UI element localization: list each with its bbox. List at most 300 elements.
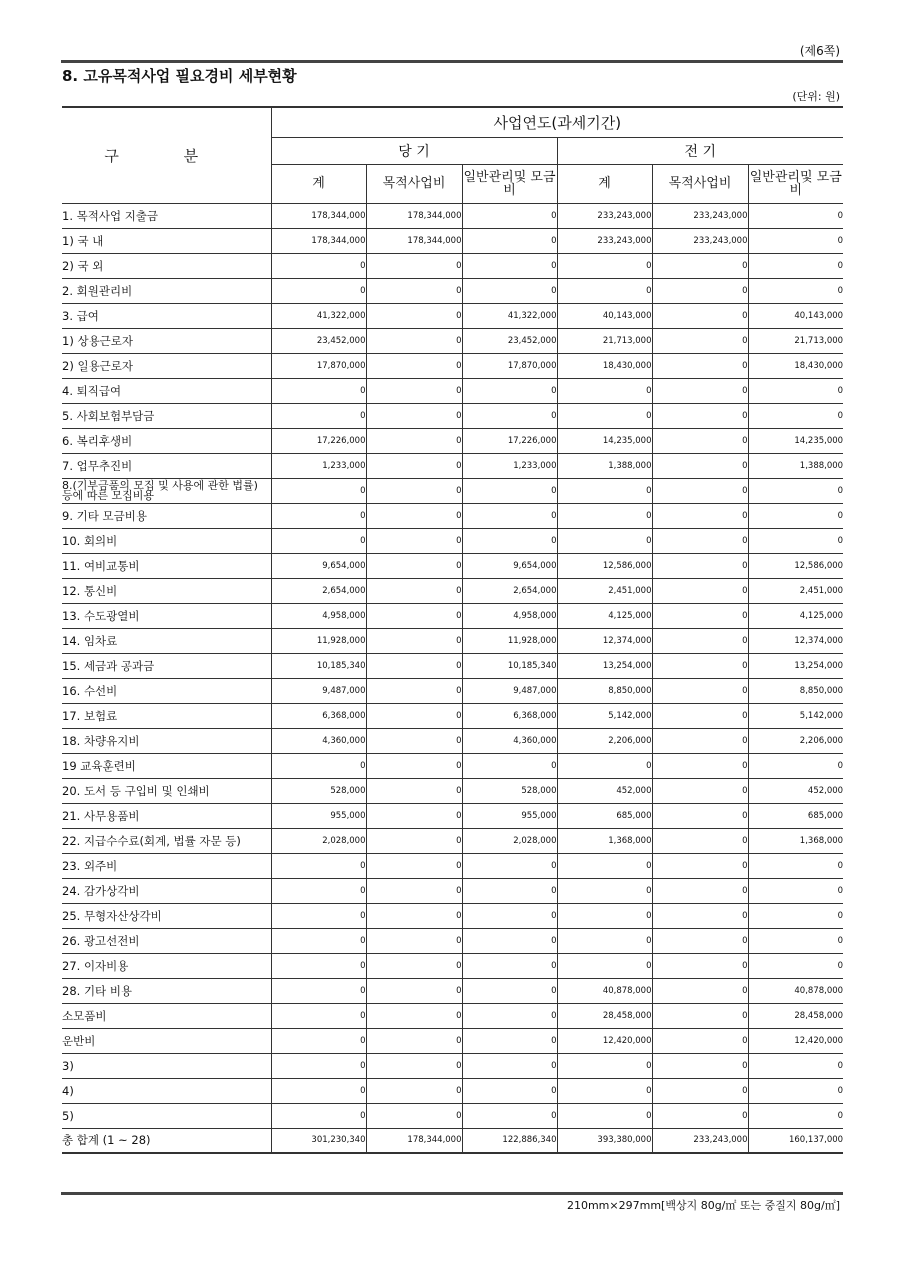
col-header-admin: 일반관리및 모금비 xyxy=(462,164,557,203)
prev-total-cell: 18,430,000 xyxy=(557,353,652,378)
cur-total-cell: 9,487,000 xyxy=(271,678,366,703)
cur-purpose-cell: 0 xyxy=(366,578,462,603)
cur-admin-cell: 0 xyxy=(462,478,557,503)
cur-purpose-cell: 0 xyxy=(366,603,462,628)
table-row xyxy=(62,1103,843,1128)
table-row xyxy=(62,578,843,603)
cur-total-cell: 1,233,000 xyxy=(271,453,366,478)
table-row xyxy=(62,1028,843,1053)
col-header-total: 계 xyxy=(557,164,652,203)
table-row xyxy=(62,928,843,953)
prev-purpose-cell: 0 xyxy=(652,603,748,628)
prev-purpose-cell: 0 xyxy=(652,1053,748,1078)
cur-admin-cell: 0 xyxy=(462,928,557,953)
prev-purpose-cell: 0 xyxy=(652,253,748,278)
prev-admin-cell: 0 xyxy=(748,478,843,503)
prev-admin-cell: 452,000 xyxy=(748,778,843,803)
row-label: 18. 차량유지비 xyxy=(62,728,271,753)
prev-total-cell: 0 xyxy=(557,753,652,778)
cur-admin-cell: 0 xyxy=(462,853,557,878)
row-label: 23. 외주비 xyxy=(62,853,271,878)
cur-admin-cell: 0 xyxy=(462,1103,557,1128)
prev-admin-cell: 21,713,000 xyxy=(748,328,843,353)
cur-admin-cell: 1,233,000 xyxy=(462,453,557,478)
prev-purpose-cell: 233,243,000 xyxy=(652,203,748,228)
row-label: 20. 도서 등 구입비 및 인쇄비 xyxy=(62,778,271,803)
cur-total-cell: 0 xyxy=(271,378,366,403)
prev-total-cell: 393,380,000 xyxy=(557,1128,652,1153)
prev-purpose-cell: 0 xyxy=(652,353,748,378)
cur-total-cell: 955,000 xyxy=(271,803,366,828)
table-row xyxy=(62,278,843,303)
table-row xyxy=(62,228,843,253)
cur-purpose-cell: 0 xyxy=(366,528,462,553)
cur-total-cell: 0 xyxy=(271,528,366,553)
table-row xyxy=(62,828,843,853)
prev-purpose-cell: 0 xyxy=(652,728,748,753)
cur-total-cell: 0 xyxy=(271,1028,366,1053)
prev-admin-cell: 12,420,000 xyxy=(748,1028,843,1053)
prev-admin-cell: 0 xyxy=(748,253,843,278)
cur-total-cell: 178,344,000 xyxy=(271,203,366,228)
section-title: 8. 고유목적사업 필요경비 세부현황 xyxy=(62,67,297,85)
cur-total-cell: 0 xyxy=(271,1003,366,1028)
cur-purpose-cell: 0 xyxy=(366,353,462,378)
prev-purpose-cell: 0 xyxy=(652,553,748,578)
row-label: 5) xyxy=(62,1103,271,1128)
prev-total-cell: 8,850,000 xyxy=(557,678,652,703)
prev-purpose-cell: 0 xyxy=(652,1028,748,1053)
cur-purpose-cell: 178,344,000 xyxy=(366,228,462,253)
table-row xyxy=(62,678,843,703)
cur-purpose-cell: 0 xyxy=(366,1053,462,1078)
cur-purpose-cell: 0 xyxy=(366,1003,462,1028)
cur-purpose-cell: 0 xyxy=(366,928,462,953)
prev-admin-cell: 1,368,000 xyxy=(748,828,843,853)
table-row xyxy=(62,953,843,978)
cur-total-cell: 0 xyxy=(271,853,366,878)
prev-admin-cell: 13,254,000 xyxy=(748,653,843,678)
cur-admin-cell: 0 xyxy=(462,528,557,553)
prev-total-cell: 0 xyxy=(557,1103,652,1128)
prev-total-cell: 0 xyxy=(557,528,652,553)
cur-purpose-cell: 0 xyxy=(366,703,462,728)
prev-total-cell: 40,143,000 xyxy=(557,303,652,328)
prev-purpose-cell: 0 xyxy=(652,403,748,428)
table-row xyxy=(62,253,843,278)
col-header-purpose: 목적사업비 xyxy=(652,164,748,203)
cur-purpose-cell: 0 xyxy=(366,328,462,353)
prev-total-cell: 28,458,000 xyxy=(557,1003,652,1028)
row-label: 14. 임차료 xyxy=(62,628,271,653)
cur-purpose-cell: 178,344,000 xyxy=(366,203,462,228)
table-row xyxy=(62,853,843,878)
table-row xyxy=(62,328,843,353)
row-label: 1) 상용근로자 xyxy=(62,328,271,353)
cur-purpose-cell: 0 xyxy=(366,1028,462,1053)
table-row xyxy=(62,778,843,803)
prev-total-cell: 0 xyxy=(557,928,652,953)
row-label: 4. 퇴직급여 xyxy=(62,378,271,403)
row-label: 2) 국 외 xyxy=(62,253,271,278)
table-body xyxy=(62,203,843,1153)
cur-purpose-cell: 0 xyxy=(366,428,462,453)
table-row xyxy=(62,1078,843,1103)
prev-admin-cell: 12,374,000 xyxy=(748,628,843,653)
prev-admin-cell: 0 xyxy=(748,928,843,953)
prev-purpose-cell: 233,243,000 xyxy=(652,228,748,253)
prev-admin-cell: 8,850,000 xyxy=(748,678,843,703)
cur-total-cell: 11,928,000 xyxy=(271,628,366,653)
row-label: 22. 지급수수료(회계, 법률 자문 등) xyxy=(62,828,271,853)
cur-total-cell: 0 xyxy=(271,753,366,778)
row-label: 17. 보험료 xyxy=(62,703,271,728)
prev-admin-cell: 40,143,000 xyxy=(748,303,843,328)
prev-total-cell: 0 xyxy=(557,903,652,928)
prev-admin-cell: 0 xyxy=(748,403,843,428)
cur-admin-cell: 41,322,000 xyxy=(462,303,557,328)
cur-admin-cell: 17,226,000 xyxy=(462,428,557,453)
table-row xyxy=(62,553,843,578)
table-row xyxy=(62,728,843,753)
prev-admin-cell: 0 xyxy=(748,503,843,528)
prev-purpose-cell: 0 xyxy=(652,1003,748,1028)
table-row xyxy=(62,653,843,678)
cur-admin-cell: 0 xyxy=(462,1028,557,1053)
prev-admin-cell: 0 xyxy=(748,1053,843,1078)
cur-total-cell: 0 xyxy=(271,953,366,978)
cur-purpose-cell: 0 xyxy=(366,653,462,678)
prev-purpose-cell: 0 xyxy=(652,328,748,353)
cur-purpose-cell: 0 xyxy=(366,1103,462,1128)
cur-total-cell: 2,654,000 xyxy=(271,578,366,603)
cur-admin-cell: 0 xyxy=(462,978,557,1003)
prev-purpose-cell: 0 xyxy=(652,628,748,653)
prev-admin-cell: 14,235,000 xyxy=(748,428,843,453)
prev-total-cell: 0 xyxy=(557,953,652,978)
col-header-admin: 일반관리및 모금비 xyxy=(748,164,843,203)
row-label: 2) 일용근로자 xyxy=(62,353,271,378)
row-label: 3. 급여 xyxy=(62,303,271,328)
cur-admin-cell: 9,654,000 xyxy=(462,553,557,578)
cur-total-cell: 10,185,340 xyxy=(271,653,366,678)
cur-purpose-cell: 0 xyxy=(366,478,462,503)
expense-table xyxy=(62,106,843,1154)
cur-admin-cell: 17,870,000 xyxy=(462,353,557,378)
table-row xyxy=(62,403,843,428)
prev-admin-cell: 4,125,000 xyxy=(748,603,843,628)
cur-admin-cell: 0 xyxy=(462,228,557,253)
cur-purpose-cell: 0 xyxy=(366,903,462,928)
cur-admin-cell: 0 xyxy=(462,753,557,778)
prev-total-cell: 1,388,000 xyxy=(557,453,652,478)
cur-purpose-cell: 0 xyxy=(366,303,462,328)
prev-purpose-cell: 0 xyxy=(652,678,748,703)
cur-admin-cell: 6,368,000 xyxy=(462,703,557,728)
prev-purpose-cell: 0 xyxy=(652,478,748,503)
prev-admin-cell: 160,137,000 xyxy=(748,1128,843,1153)
row-label: 2. 회원관리비 xyxy=(62,278,271,303)
prev-admin-cell: 0 xyxy=(748,378,843,403)
cur-admin-cell: 11,928,000 xyxy=(462,628,557,653)
prev-purpose-cell: 0 xyxy=(652,428,748,453)
top-rule xyxy=(61,60,843,63)
cur-admin-cell: 0 xyxy=(462,378,557,403)
table-row xyxy=(62,978,843,1003)
cur-admin-cell: 2,654,000 xyxy=(462,578,557,603)
prev-purpose-cell: 0 xyxy=(652,1078,748,1103)
prev-total-cell: 21,713,000 xyxy=(557,328,652,353)
bottom-rule xyxy=(61,1192,843,1195)
cur-purpose-cell: 0 xyxy=(366,253,462,278)
prev-purpose-cell: 0 xyxy=(652,978,748,1003)
cur-total-cell: 2,028,000 xyxy=(271,828,366,853)
previous-period-header: 전 기 xyxy=(557,137,843,164)
row-label: 28. 기타 비용 xyxy=(62,978,271,1003)
prev-admin-cell: 0 xyxy=(748,528,843,553)
row-label: 8.(기부금품의 모집 및 사용에 관한 법률) 등에 따른 모집비용 xyxy=(62,478,271,503)
cur-total-cell: 17,870,000 xyxy=(271,353,366,378)
row-label: 26. 광고선전비 xyxy=(62,928,271,953)
prev-admin-cell: 18,430,000 xyxy=(748,353,843,378)
cur-total-cell: 0 xyxy=(271,928,366,953)
cur-admin-cell: 0 xyxy=(462,1053,557,1078)
paper-spec-note: 210mm×297mm[백상지 80g/㎡ 또는 중질지 80g/㎡] xyxy=(566,1199,840,1212)
table-row xyxy=(62,353,843,378)
prev-admin-cell: 1,388,000 xyxy=(748,453,843,478)
prev-admin-cell: 2,206,000 xyxy=(748,728,843,753)
prev-purpose-cell: 0 xyxy=(652,803,748,828)
cur-purpose-cell: 0 xyxy=(366,828,462,853)
period-header: 사업연도(과세기간) xyxy=(271,107,843,137)
cur-purpose-cell: 0 xyxy=(366,378,462,403)
table-row xyxy=(62,203,843,228)
row-label: 24. 감가상각비 xyxy=(62,878,271,903)
prev-purpose-cell: 0 xyxy=(652,828,748,853)
prev-total-cell: 40,878,000 xyxy=(557,978,652,1003)
prev-purpose-cell: 0 xyxy=(652,528,748,553)
row-label: 10. 회의비 xyxy=(62,528,271,553)
row-label: 15. 세금과 공과금 xyxy=(62,653,271,678)
row-label: 16. 수선비 xyxy=(62,678,271,703)
row-label: 4) xyxy=(62,1078,271,1103)
prev-purpose-cell: 233,243,000 xyxy=(652,1128,748,1153)
table-row xyxy=(62,1003,843,1028)
prev-purpose-cell: 0 xyxy=(652,878,748,903)
unit-note: (단위: 원) xyxy=(792,90,840,103)
prev-admin-cell: 0 xyxy=(748,878,843,903)
category-header: 구 분 xyxy=(62,107,271,203)
prev-total-cell: 0 xyxy=(557,478,652,503)
cur-total-cell: 0 xyxy=(271,1053,366,1078)
row-label: 6. 복리후생비 xyxy=(62,428,271,453)
cur-purpose-cell: 0 xyxy=(366,878,462,903)
prev-admin-cell: 12,586,000 xyxy=(748,553,843,578)
table-row xyxy=(62,703,843,728)
cur-purpose-cell: 0 xyxy=(366,628,462,653)
row-label: 7. 업무추진비 xyxy=(62,453,271,478)
prev-total-cell: 233,243,000 xyxy=(557,228,652,253)
cur-admin-cell: 955,000 xyxy=(462,803,557,828)
prev-purpose-cell: 0 xyxy=(652,778,748,803)
prev-total-cell: 452,000 xyxy=(557,778,652,803)
row-label: 3) xyxy=(62,1053,271,1078)
table-row xyxy=(62,503,843,528)
cur-admin-cell: 0 xyxy=(462,1003,557,1028)
cur-total-cell: 4,958,000 xyxy=(271,603,366,628)
prev-total-cell: 685,000 xyxy=(557,803,652,828)
table-row xyxy=(62,878,843,903)
row-label: 1. 목적사업 지출금 xyxy=(62,203,271,228)
cur-total-cell: 0 xyxy=(271,903,366,928)
table-row xyxy=(62,428,843,453)
cur-admin-cell: 528,000 xyxy=(462,778,557,803)
row-label: 5. 사회보험부담금 xyxy=(62,403,271,428)
cur-purpose-cell: 0 xyxy=(366,503,462,528)
row-label: 1) 국 내 xyxy=(62,228,271,253)
prev-admin-cell: 0 xyxy=(748,1078,843,1103)
prev-admin-cell: 0 xyxy=(748,853,843,878)
cur-admin-cell: 4,958,000 xyxy=(462,603,557,628)
prev-admin-cell: 685,000 xyxy=(748,803,843,828)
cur-purpose-cell: 0 xyxy=(366,1078,462,1103)
table-row xyxy=(62,903,843,928)
cur-purpose-cell: 0 xyxy=(366,753,462,778)
cur-admin-cell: 0 xyxy=(462,878,557,903)
prev-total-cell: 12,586,000 xyxy=(557,553,652,578)
prev-purpose-cell: 0 xyxy=(652,453,748,478)
cur-purpose-cell: 0 xyxy=(366,453,462,478)
cur-admin-cell: 0 xyxy=(462,403,557,428)
current-period-header: 당 기 xyxy=(271,137,557,164)
table-row xyxy=(62,803,843,828)
cur-purpose-cell: 0 xyxy=(366,803,462,828)
prev-admin-cell: 0 xyxy=(748,1103,843,1128)
prev-purpose-cell: 0 xyxy=(652,303,748,328)
prev-total-cell: 13,254,000 xyxy=(557,653,652,678)
row-label: 11. 여비교통비 xyxy=(62,553,271,578)
cur-admin-cell: 23,452,000 xyxy=(462,328,557,353)
cur-admin-cell: 0 xyxy=(462,203,557,228)
cur-total-cell: 4,360,000 xyxy=(271,728,366,753)
table-row xyxy=(62,628,843,653)
cur-admin-cell: 0 xyxy=(462,278,557,303)
cur-admin-cell: 0 xyxy=(462,903,557,928)
prev-total-cell: 2,451,000 xyxy=(557,578,652,603)
row-label: 총 합계 (1 ~ 28) xyxy=(62,1128,271,1153)
prev-admin-cell: 0 xyxy=(748,278,843,303)
cur-total-cell: 0 xyxy=(271,278,366,303)
prev-total-cell: 14,235,000 xyxy=(557,428,652,453)
table-row xyxy=(62,528,843,553)
cur-total-cell: 0 xyxy=(271,403,366,428)
cur-admin-cell: 0 xyxy=(462,1078,557,1103)
row-label: 운반비 xyxy=(62,1028,271,1053)
cur-purpose-cell: 178,344,000 xyxy=(366,1128,462,1153)
prev-total-cell: 0 xyxy=(557,278,652,303)
cur-admin-cell: 0 xyxy=(462,253,557,278)
prev-total-cell: 0 xyxy=(557,503,652,528)
cur-total-cell: 9,654,000 xyxy=(271,553,366,578)
prev-purpose-cell: 0 xyxy=(652,503,748,528)
row-label: 21. 사무용품비 xyxy=(62,803,271,828)
prev-purpose-cell: 0 xyxy=(652,578,748,603)
cur-admin-cell: 4,360,000 xyxy=(462,728,557,753)
prev-purpose-cell: 0 xyxy=(652,753,748,778)
prev-purpose-cell: 0 xyxy=(652,903,748,928)
prev-total-cell: 12,420,000 xyxy=(557,1028,652,1053)
prev-purpose-cell: 0 xyxy=(652,278,748,303)
cur-purpose-cell: 0 xyxy=(366,978,462,1003)
cur-purpose-cell: 0 xyxy=(366,403,462,428)
cur-total-cell: 0 xyxy=(271,878,366,903)
prev-admin-cell: 0 xyxy=(748,753,843,778)
row-label: 소모품비 xyxy=(62,1003,271,1028)
cur-total-cell: 0 xyxy=(271,1103,366,1128)
page-number: (제6쪽) xyxy=(799,44,840,58)
prev-purpose-cell: 0 xyxy=(652,378,748,403)
prev-total-cell: 5,142,000 xyxy=(557,703,652,728)
prev-total-cell: 0 xyxy=(557,853,652,878)
cur-total-cell: 0 xyxy=(271,253,366,278)
cur-admin-cell: 0 xyxy=(462,503,557,528)
row-label: 12. 통신비 xyxy=(62,578,271,603)
prev-admin-cell: 0 xyxy=(748,228,843,253)
prev-total-cell: 0 xyxy=(557,878,652,903)
prev-total-cell: 4,125,000 xyxy=(557,603,652,628)
prev-total-cell: 1,368,000 xyxy=(557,828,652,853)
prev-purpose-cell: 0 xyxy=(652,1103,748,1128)
cur-admin-cell: 10,185,340 xyxy=(462,653,557,678)
prev-admin-cell: 2,451,000 xyxy=(748,578,843,603)
cur-total-cell: 6,368,000 xyxy=(271,703,366,728)
cur-total-cell: 528,000 xyxy=(271,778,366,803)
cur-total-cell: 41,322,000 xyxy=(271,303,366,328)
table-row xyxy=(62,1053,843,1078)
prev-admin-cell: 0 xyxy=(748,203,843,228)
table-row xyxy=(62,478,843,503)
table-row xyxy=(62,453,843,478)
cur-total-cell: 17,226,000 xyxy=(271,428,366,453)
row-label: 27. 이자비용 xyxy=(62,953,271,978)
prev-total-cell: 2,206,000 xyxy=(557,728,652,753)
col-header-total: 계 xyxy=(271,164,366,203)
cur-purpose-cell: 0 xyxy=(366,728,462,753)
cur-total-cell: 0 xyxy=(271,503,366,528)
cur-purpose-cell: 0 xyxy=(366,278,462,303)
prev-admin-cell: 5,142,000 xyxy=(748,703,843,728)
table-row xyxy=(62,753,843,778)
prev-purpose-cell: 0 xyxy=(652,653,748,678)
prev-admin-cell: 40,878,000 xyxy=(748,978,843,1003)
table-row xyxy=(62,378,843,403)
cur-purpose-cell: 0 xyxy=(366,553,462,578)
row-label: 9. 기타 모금비용 xyxy=(62,503,271,528)
cur-admin-cell: 2,028,000 xyxy=(462,828,557,853)
prev-admin-cell: 28,458,000 xyxy=(748,1003,843,1028)
prev-purpose-cell: 0 xyxy=(652,953,748,978)
prev-total-cell: 0 xyxy=(557,1078,652,1103)
prev-admin-cell: 0 xyxy=(748,953,843,978)
cur-total-cell: 0 xyxy=(271,978,366,1003)
row-label: 25. 무형자산상각비 xyxy=(62,903,271,928)
cur-total-cell: 178,344,000 xyxy=(271,228,366,253)
cur-total-cell: 0 xyxy=(271,478,366,503)
prev-total-cell: 0 xyxy=(557,253,652,278)
row-label: 13. 수도광열비 xyxy=(62,603,271,628)
prev-purpose-cell: 0 xyxy=(652,853,748,878)
cur-total-cell: 301,230,340 xyxy=(271,1128,366,1153)
